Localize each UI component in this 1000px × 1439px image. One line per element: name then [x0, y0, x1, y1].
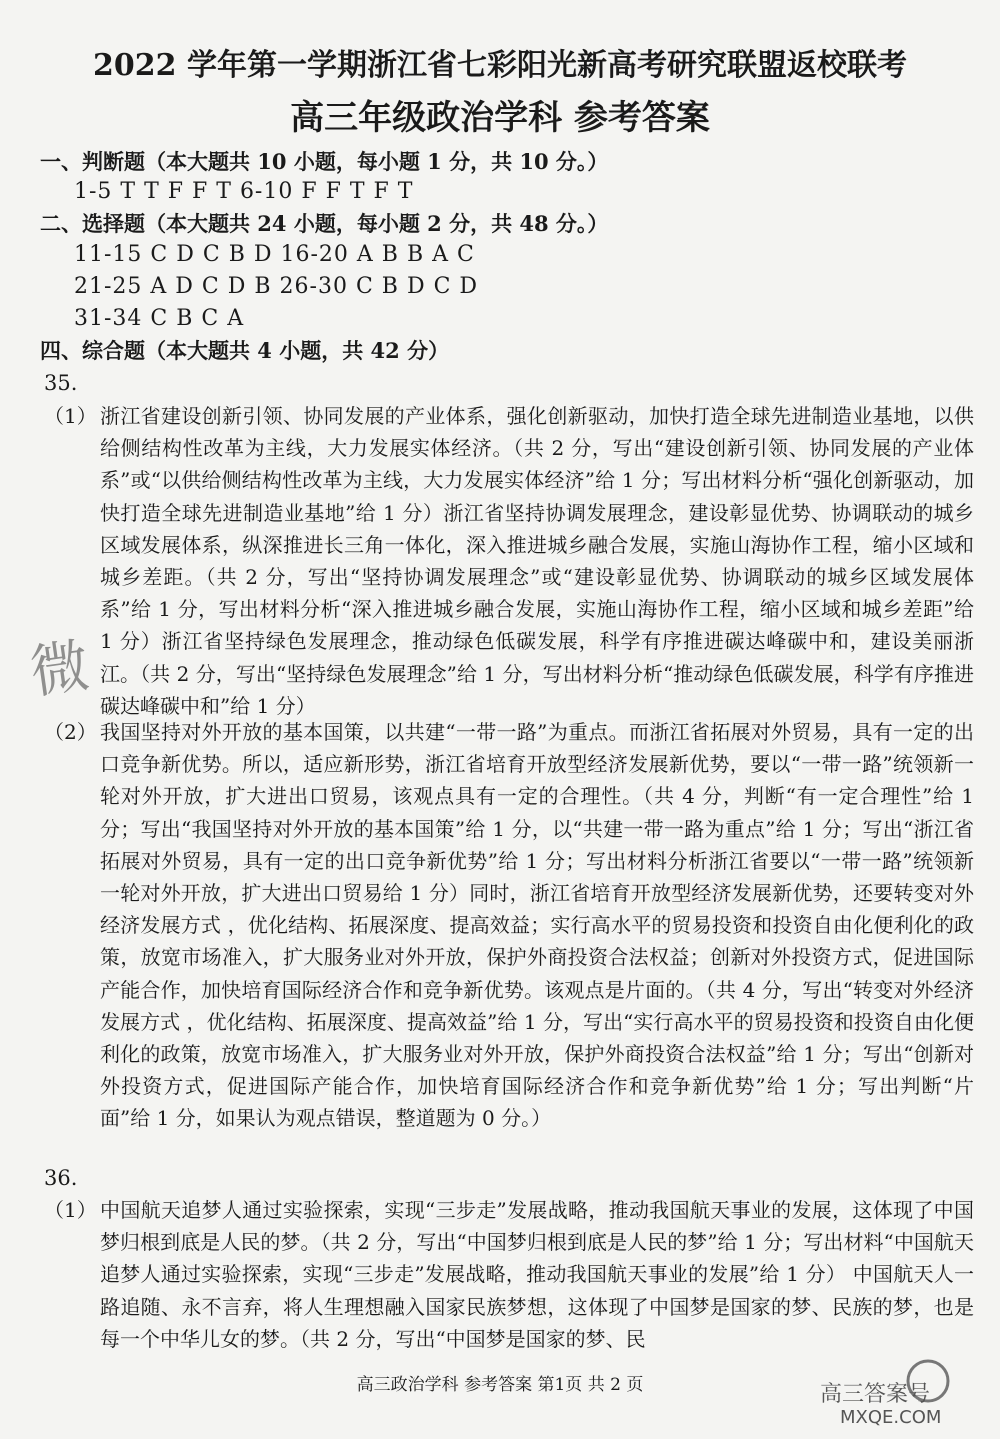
q35-part1-label: （1） [44, 404, 97, 428]
site-logo [810, 1357, 960, 1427]
question-36-number: 36. [44, 1166, 78, 1190]
q35-part1 [44, 400, 974, 722]
logo-text: 高三答案号 [820, 1382, 931, 1407]
q35-part2 [44, 716, 974, 1135]
section2-heading: 二、选择题（本大题共 24 小题，每小题 2 分，共 48 分。） [40, 211, 609, 236]
logo-url: MXQE.COM [840, 1407, 942, 1427]
q36-part1 [44, 1194, 974, 1355]
section2-answers-row: 21-25 A D C D B 26-30 C B D C D [74, 274, 479, 299]
section2-answers-row: 31-34 C B C A [74, 306, 245, 331]
doc-title: 2022 学年第一学期浙江省七彩阳光新高考研究联盟返校联考 [93, 48, 907, 83]
q35-part1-text: 浙江省建设创新引领、协同发展的产业体系，强化创新驱动，加快打造全球先进制造业基地，以供给侧结构性改革为主线，大力发展实体经济。（共 2 分，写出“建设创新引领、协同发展的产业体系”或“以供给侧结构性改革为主线，大力发展实体经济”给 1 分；写出材料分析“强化创新驱动，加快打造全球先进制造业基地”给 1 分）浙江省坚持协调发展理念，建设彰显优势、协调联动的城乡区域发展体系，纵深推进长三角一体化，深入推进城乡融合发展，实施山海协作工程，缩小区域和城乡差距。（共 2 分，写出“坚持协调发展理念”或“建设彰显优势、协调联动的城乡区域发展体系”给 1 分，写出材料分析“深入推进城乡融合发展，实施山海协作工程，缩小区域和城乡差距”给 1 分）浙江省坚持绿色发展理念，推动绿色低碳发展，科学有序推进碳达峰碳中和，建设美丽浙江。（共 2 分，写出“坚持绿色发展理念”给 1 分，写出材料分析“推动绿色低碳发展，科学有序推进碳达峰碳中和”给 1 分） [100, 404, 974, 718]
q36-part1-text: 中国航天追梦人通过实验探索，实现“三步走”发展战略，推动我国航天事业的发展，这体现了中国梦归根到底是人民的梦。（共 2 分，写出“中国梦归根到底是人民的梦”给 1 分；写出材料“中国航天追梦人通过实验探索，实现“三步走”发展战略，推动我国航天事业的发展”给 1 分） 中国航天人一路追随、永不言弃，将人生理想融入国家民族梦想，这体现了中国梦是国家的梦、民族的梦，也是每一个中华儿女的梦。（共 2 分，写出“中国梦是国家的梦、民 [100, 1198, 974, 1351]
page-footer: 高三政治学科 参考答案 第1页 共 2 页 [356, 1375, 644, 1395]
q36-part1-label: （1） [44, 1198, 97, 1222]
section1-answers: 1-5 T T F F T 6-10 F F T F T [74, 179, 414, 204]
section2-answers-row: 11-15 C D C B D 16-20 A B B A C [74, 242, 475, 267]
q35-part2-text: 我国坚持对外开放的基本国策，以共建“一带一路”为重点。而浙江省拓展对外贸易，具有一定的出口竞争新优势。所以，适应新形势，浙江省培育开放型经济发展新优势，要以“一带一路”统领新一轮对外开放，扩大进出口贸易，该观点具有一定的合理性。（共 4 分，判断“有一定合理性”给 1 分；写出“我国坚持对外开放的基本国策”给 1 分，以“共建一带一路为重点”给 1 分；写出“浙江省拓展对外贸易，具有一定的出口竞争新优势”给 1 分；写出材料分析浙江省要以“一带一路”统领新一轮对外开放，扩大进出口贸易给 1 分）同时，浙江省培育开放型经济发展新优势，还要转变对外经济发展方式 ，优化结构、拓展深度、提高效益；实行高水平的贸易投资和投资自由化便利化的政策，放宽市场准入，扩大服务业对外开放，保护外商投资合法权益；创新对外投资方式，促进国际产能合作，加快培育国际经济合作和竞争新优势。该观点是片面的。（共 4 分，写出“转变对外经济发展方式 ，优化结构、拓展深度、提高效益”给 1 分，写出“实行高水平的贸易投资和投资自由化便利化的政策，放宽市场准入，扩大服务业对外开放，保护外商投资合法权益”给 1 分；写出“创新对外投资方式，促进国际产能合作，加快培育国际经济合作和竞争新优势”给 1 分；写出判断“片面”给 1 分，如果认为观点错误，整道题为 0 分。） [100, 720, 974, 1131]
q35-part2-label: （2） [44, 720, 97, 744]
question-35-number: 35. [44, 371, 78, 395]
section1-heading: 一、判断题（本大题共 10 小题，每小题 1 分，共 10 分。） [40, 149, 609, 174]
watermark: 微 [26, 631, 94, 707]
section4-heading: 四、综合题（本大题共 4 小题，共 42 分） [40, 338, 450, 363]
doc-subtitle: 高三年级政治学科 参考答案 [290, 98, 710, 138]
